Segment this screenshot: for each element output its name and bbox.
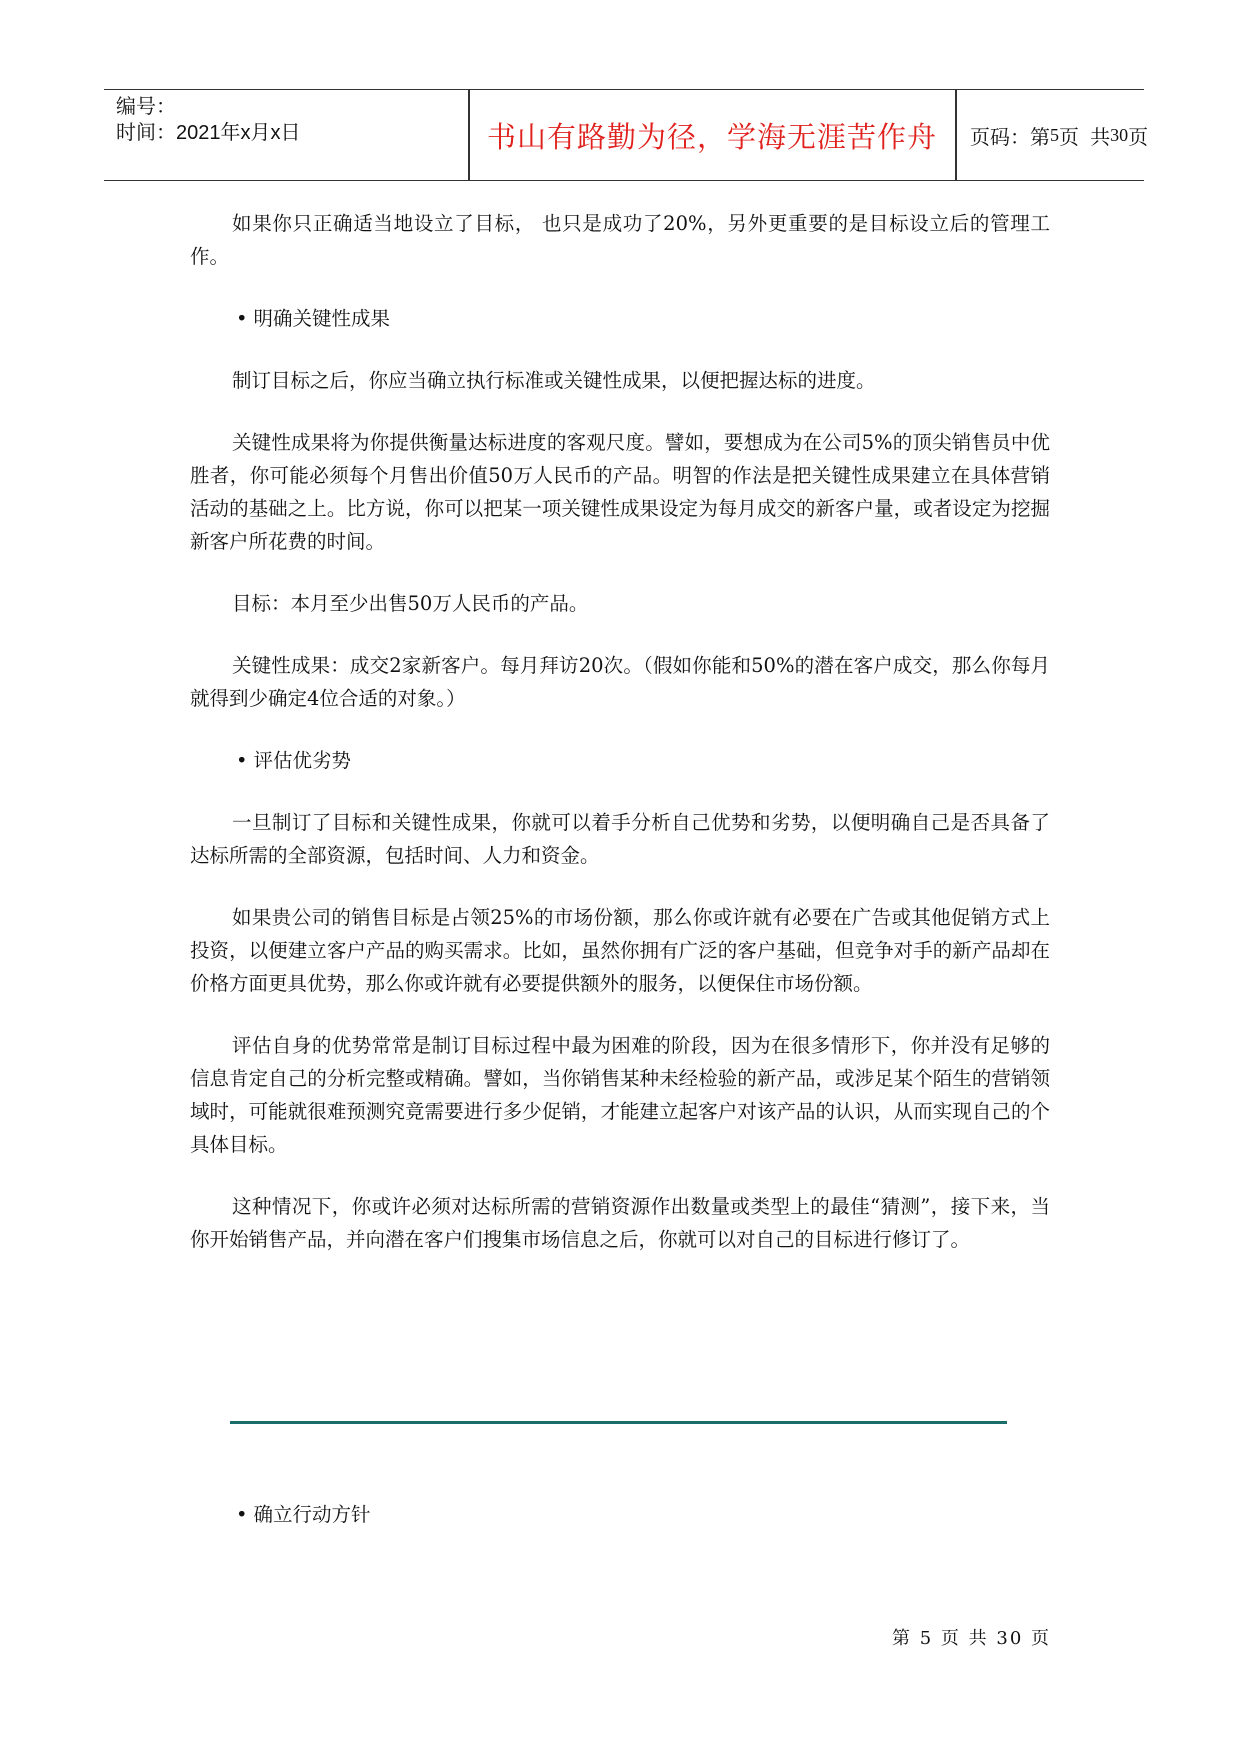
bullet-dot-icon: •	[236, 749, 248, 772]
bullet-key-results	[190, 302, 1050, 335]
paragraph-1: 如果你只正确适当地设立了目标， 也只是成功了20%，另外更重要的是目标设立后的管理工作。	[190, 212, 1050, 268]
bullet-label: 明确关键性成果	[253, 307, 391, 330]
header-meta	[116, 90, 468, 180]
header-motto: 书山有路勤为径，学海无涯苦作舟	[486, 119, 937, 154]
bullet-label: 确立行动方针	[253, 1503, 371, 1526]
page-footer: 第 5 页 共 30 页	[892, 1628, 1051, 1649]
page-current: 5	[1050, 124, 1059, 145]
page-mid: 页 共	[1059, 126, 1111, 149]
paragraph-5: 关键性成果：成交2家新客户。每月拜访20次。（假如你能和50%的潜在客户成交，那么你每月就得到少确定4位合适的对象。）	[190, 654, 1050, 710]
paragraph-4: 目标：本月至少出售50万人民币的产品。	[232, 592, 589, 615]
bullet-dot-icon: •	[236, 307, 248, 330]
paragraph-3: 关键性成果将为你提供衡量达标进度的客观尺度。譬如，要想成为在公司5%的顶尖销售员中优胜者，你可能必须每个月售出价值50万人民币的产品。明智的作法是把关键性成果建立在具体营销活动的基础之上。比方说，你可以把某一项关键性成果设定为每月成交的新客户量，或者设定为挖掘新客户所花费的时间。	[190, 431, 1050, 553]
header-page-number	[970, 90, 1148, 180]
paragraph-2: 制订目标之后，你应当确立执行标准或关键性成果，以便把握达标的进度。	[232, 369, 876, 392]
bullet-label: 评估优劣势	[253, 749, 352, 772]
page-header	[104, 89, 1149, 181]
section-divider	[230, 1421, 1007, 1424]
paragraph-7: 如果贵公司的销售目标是占领25%的市场份额，那么你或许就有必要在广告或其他促销方式上投资，以便建立客户产品的购买需求。比如，虽然你拥有广泛的客户基础，但竞争对手的新产品却在价格方面更具优势，那么你或许就有必要提供额外的服务，以便保住市场份额。	[190, 906, 1050, 995]
bullet-evaluate	[190, 744, 1050, 777]
paragraph-8: 评估自身的优势常常是制订目标过程中最为困难的阶段，因为在很多情形下，你并没有足够的信息肯定自己的分析完整或精确。譬如，当你销售某种未经检验的新产品，或涉足某个陌生的营销领域时，可能就很难预测究竟需要进行多少促销，才能建立起客户对该产品的认识，从而实现自己的个具体目标。	[190, 1034, 1050, 1156]
paragraph-6: 一旦制订了目标和关键性成果，你就可以着手分析自己优势和劣势，以便明确自己是否具备了达标所需的全部资源，包括时间、人力和资金。	[190, 811, 1050, 867]
header-divider-right	[955, 90, 957, 180]
page-suffix: 页	[1128, 126, 1149, 149]
document-body	[190, 207, 1050, 1285]
serial-label: 编号：	[116, 96, 176, 118]
time-label: 时间：2021年x月x日	[116, 122, 301, 144]
bullet-dot-icon: •	[236, 1503, 248, 1526]
page-total: 30	[1110, 124, 1129, 145]
bullet-action-plan	[236, 1498, 371, 1531]
page-prefix: 页码：第	[970, 126, 1050, 149]
paragraph-9: 这种情况下，你或许必须对达标所需的营销资源作出数量或类型上的最佳“猜测”，接下来，当你开始销售产品，并向潜在客户们搜集市场信息之后，你就可以对自己的目标进行修订了。	[190, 1195, 1050, 1251]
